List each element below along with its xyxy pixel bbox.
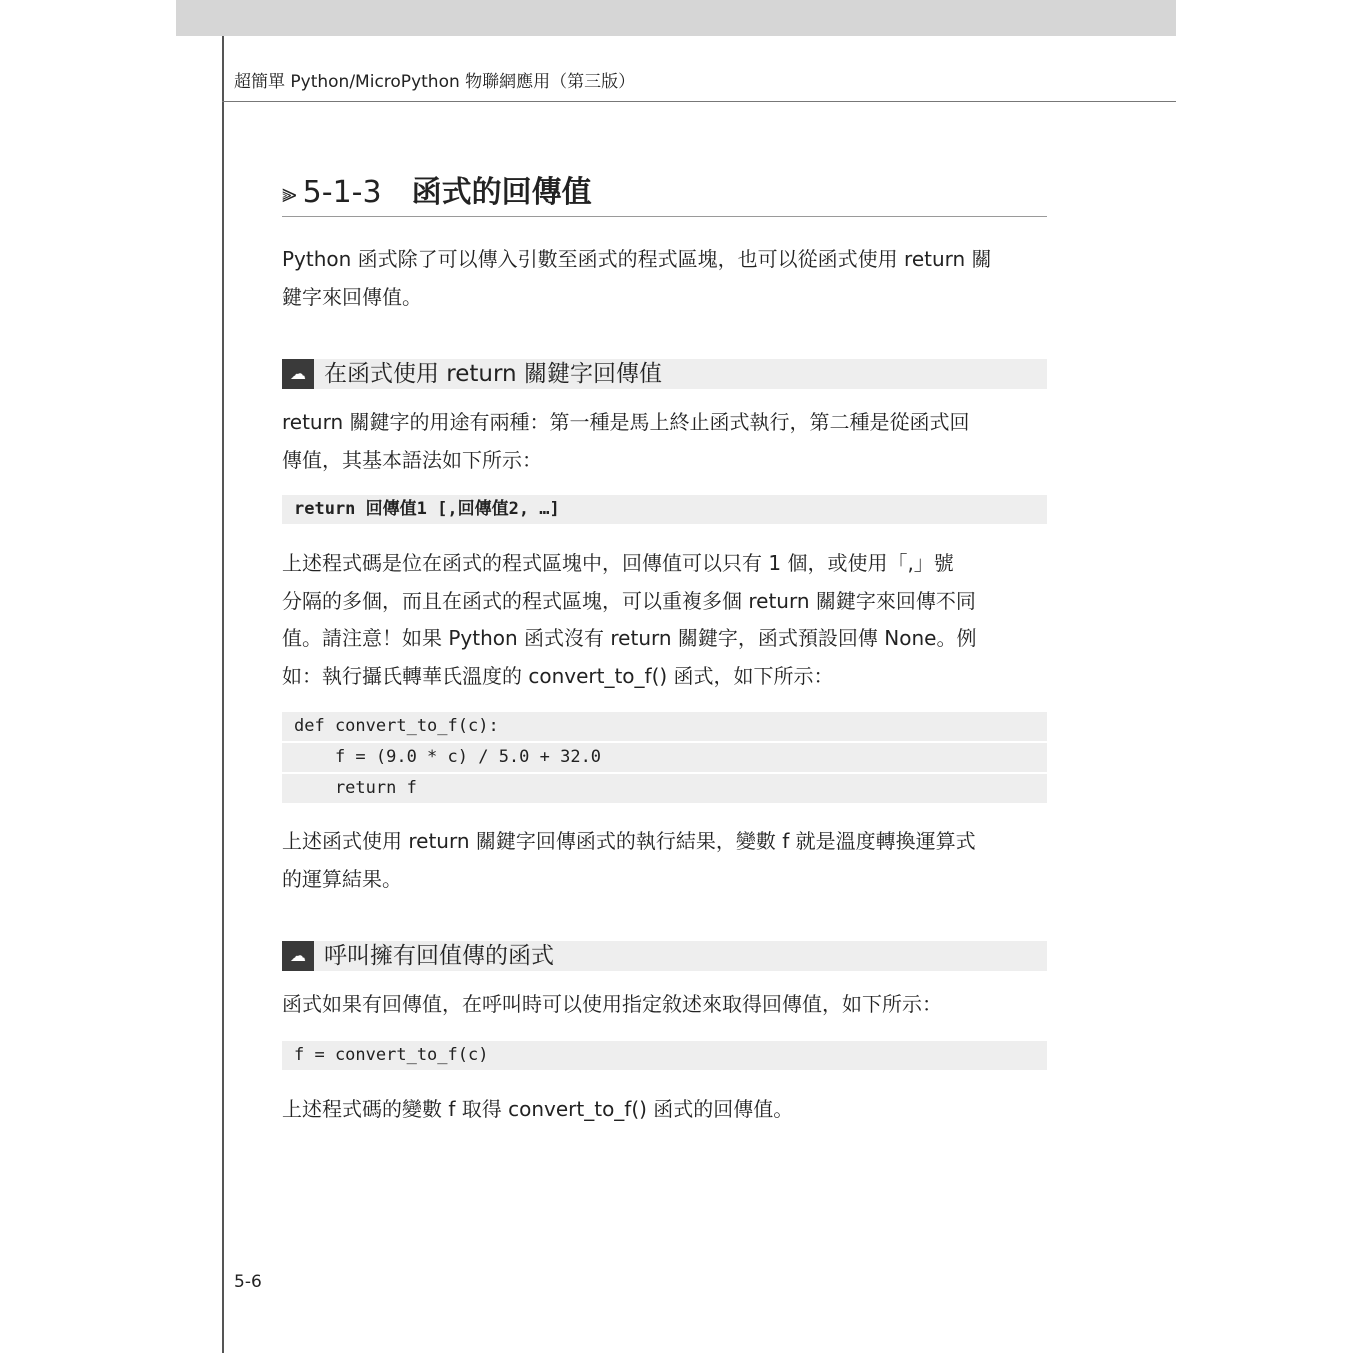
call-paragraph bbox=[282, 986, 1047, 1024]
code-line: f = convert_to_f(c) bbox=[282, 1041, 1047, 1070]
text-line: 如：執行攝氏轉華氏溫度的 convert_to_f() 函式，如下所示： bbox=[282, 663, 834, 688]
text-line: 上述程式碼的變數 f 取得 convert_to_f() 函式的回傳值。 bbox=[282, 1097, 794, 1121]
cloud-icon: ☁ bbox=[282, 359, 314, 389]
text-line: 傳值，其基本語法如下所示： bbox=[282, 447, 542, 472]
subsection-heading-return bbox=[282, 359, 1047, 389]
header-rule bbox=[222, 101, 1176, 102]
page-top-band bbox=[176, 0, 1176, 36]
margin-rule bbox=[222, 36, 224, 1353]
text-line: 上述程式碼是位在函式的程式區塊中，回傳值可以只有 1 個，或使用「,」號 bbox=[282, 551, 954, 575]
code-line: def convert_to_f(c): bbox=[282, 712, 1047, 741]
section-title bbox=[282, 172, 1047, 217]
call-code-block bbox=[282, 1041, 1047, 1072]
code-line: return f bbox=[282, 774, 1047, 803]
code-line: f = (9.0 * c) / 5.0 + 32.0 bbox=[282, 743, 1047, 772]
text-line: 鍵字來回傳值。 bbox=[282, 284, 422, 309]
section-arrow-icon: ⫸ bbox=[282, 179, 297, 209]
text-line: 的運算結果。 bbox=[282, 866, 402, 891]
subsection-title: 呼叫擁有回值傳的函式 bbox=[324, 943, 554, 969]
text-line: 函式如果有回傳值，在呼叫時可以使用指定敘述來取得回傳值，如下所示： bbox=[282, 992, 942, 1016]
text-line: return 關鍵字的用途有兩種：第一種是馬上終止函式執行，第二種是從函式回 bbox=[282, 410, 970, 434]
cloud-icon: ☁ bbox=[282, 941, 314, 971]
section-number: 5-1-3 bbox=[302, 175, 382, 210]
text-line: Python 函式除了可以傳入引數至函式的程式區塊，也可以從函式使用 return 關 bbox=[282, 247, 992, 271]
text-line: 值。請注意！如果 Python 函式沒有 return 關鍵字，函式預設回傳 None。例 bbox=[282, 626, 977, 650]
return-usage-paragraph bbox=[282, 404, 1047, 479]
subsection-heading-call bbox=[282, 941, 1047, 971]
code-line: return 回傳值1 [,回傳值2, …] bbox=[282, 495, 1047, 524]
syntax-block bbox=[282, 495, 1047, 526]
intro-paragraph bbox=[282, 241, 1047, 316]
text-line: 分隔的多個，而且在函式的程式區塊，可以重複多個 return 關鍵字來回傳不同 bbox=[282, 588, 976, 613]
function-result-paragraph bbox=[282, 823, 1047, 898]
page-number: 5-6 bbox=[234, 1272, 262, 1292]
text-line: 上述函式使用 return 關鍵字回傳函式的執行結果，變數 f 就是溫度轉換運算式 bbox=[282, 829, 976, 853]
return-explanation-paragraph bbox=[282, 545, 1047, 695]
subsection-title: 在函式使用 return 關鍵字回傳值 bbox=[324, 361, 662, 387]
call-result-paragraph bbox=[282, 1091, 1047, 1129]
code-block bbox=[282, 712, 1047, 805]
running-header: 超簡單 Python/MicroPython 物聯網應用（第三版） bbox=[234, 72, 636, 92]
section-name: 函式的回傳值 bbox=[411, 175, 592, 210]
